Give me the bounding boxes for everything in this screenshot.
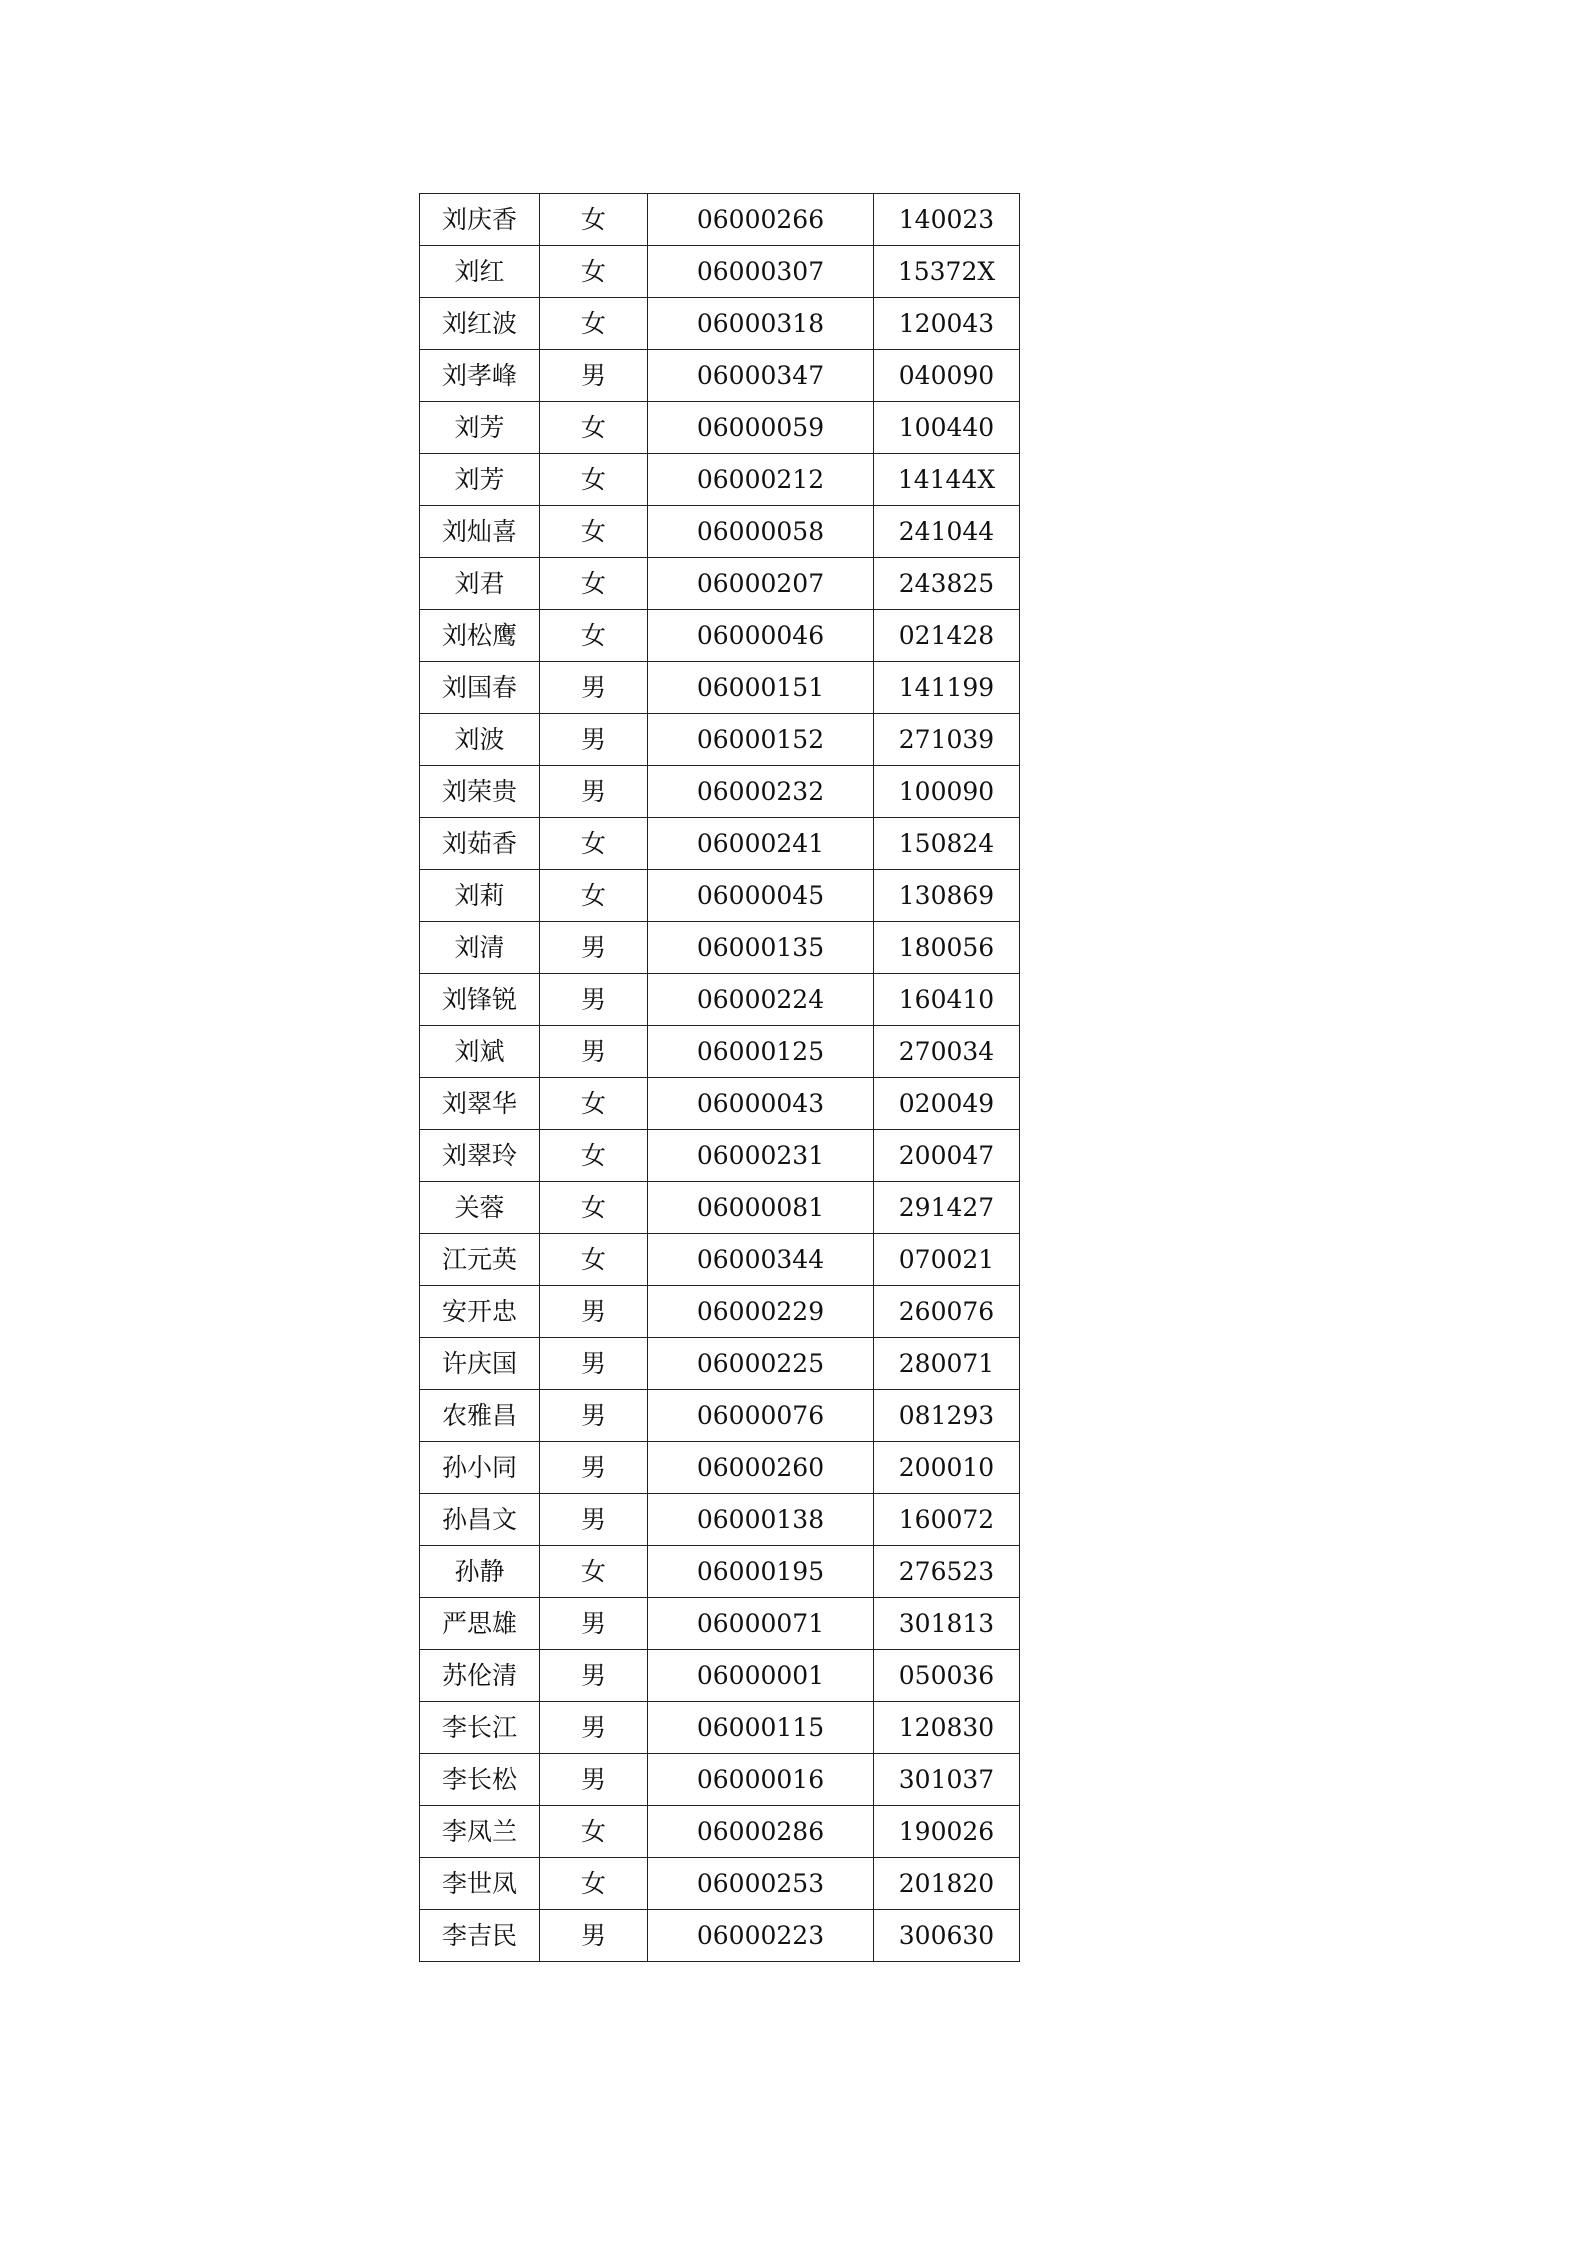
name-cell: 刘清 [420,922,540,974]
code-cell: 06000224 [648,974,874,1026]
table-row [420,298,1020,350]
id-suffix-cell: 120043 [874,298,1020,350]
id-suffix-cell: 200047 [874,1130,1020,1182]
table-row [420,1078,1020,1130]
id-suffix-cell: 020049 [874,1078,1020,1130]
gender-cell: 女 [540,246,648,298]
table-row [420,662,1020,714]
id-suffix-cell: 270034 [874,1026,1020,1078]
gender-cell: 女 [540,506,648,558]
code-cell: 06000231 [648,1130,874,1182]
name-cell: 刘翠玲 [420,1130,540,1182]
code-cell: 06000344 [648,1234,874,1286]
id-suffix-cell: 081293 [874,1390,1020,1442]
name-cell: 严思雄 [420,1598,540,1650]
gender-cell: 女 [540,870,648,922]
code-cell: 06000207 [648,558,874,610]
name-cell: 李长江 [420,1702,540,1754]
name-cell: 李凤兰 [420,1806,540,1858]
code-cell: 06000253 [648,1858,874,1910]
name-cell: 李吉民 [420,1910,540,1962]
code-cell: 06000058 [648,506,874,558]
id-suffix-cell: 243825 [874,558,1020,610]
table-row [420,714,1020,766]
id-suffix-cell: 301813 [874,1598,1020,1650]
gender-cell: 女 [540,1078,648,1130]
gender-cell: 男 [540,1910,648,1962]
name-cell: 刘庆香 [420,194,540,246]
table-row [420,1546,1020,1598]
name-cell: 刘芳 [420,402,540,454]
gender-cell: 女 [540,194,648,246]
name-cell: 孙小同 [420,1442,540,1494]
code-cell: 06000081 [648,1182,874,1234]
id-suffix-cell: 280071 [874,1338,1020,1390]
code-cell: 06000223 [648,1910,874,1962]
gender-cell: 男 [540,1754,648,1806]
code-cell: 06000043 [648,1078,874,1130]
id-suffix-cell: 271039 [874,714,1020,766]
table-row [420,1026,1020,1078]
id-suffix-cell: 130869 [874,870,1020,922]
name-cell: 刘灿喜 [420,506,540,558]
gender-cell: 男 [540,714,648,766]
code-cell: 06000125 [648,1026,874,1078]
name-cell: 刘波 [420,714,540,766]
table-row [420,454,1020,506]
id-suffix-cell: 15372X [874,246,1020,298]
gender-cell: 男 [540,1650,648,1702]
gender-cell: 男 [540,1026,648,1078]
code-cell: 06000115 [648,1702,874,1754]
gender-cell: 男 [540,1702,648,1754]
gender-cell: 男 [540,766,648,818]
gender-cell: 女 [540,1182,648,1234]
table-row [420,818,1020,870]
id-suffix-cell: 300630 [874,1910,1020,1962]
id-suffix-cell: 150824 [874,818,1020,870]
code-cell: 06000076 [648,1390,874,1442]
name-cell: 刘红波 [420,298,540,350]
id-suffix-cell: 190026 [874,1806,1020,1858]
code-cell: 06000347 [648,350,874,402]
table-row [420,1702,1020,1754]
name-cell: 刘孝峰 [420,350,540,402]
gender-cell: 男 [540,1286,648,1338]
gender-cell: 女 [540,298,648,350]
id-suffix-cell: 120830 [874,1702,1020,1754]
gender-cell: 女 [540,1130,648,1182]
table-row [420,1286,1020,1338]
table-row [420,1858,1020,1910]
name-cell: 孙昌文 [420,1494,540,1546]
code-cell: 06000071 [648,1598,874,1650]
gender-cell: 女 [540,1806,648,1858]
name-cell: 刘红 [420,246,540,298]
table-row [420,1754,1020,1806]
id-suffix-cell: 100440 [874,402,1020,454]
gender-cell: 女 [540,610,648,662]
code-cell: 06000151 [648,662,874,714]
roster-body [420,194,1020,1962]
name-cell: 刘莉 [420,870,540,922]
code-cell: 06000212 [648,454,874,506]
id-suffix-cell: 160410 [874,974,1020,1026]
code-cell: 06000225 [648,1338,874,1390]
name-cell: 刘翠华 [420,1078,540,1130]
gender-cell: 女 [540,1858,648,1910]
code-cell: 06000195 [648,1546,874,1598]
gender-cell: 女 [540,454,648,506]
table-row [420,350,1020,402]
name-cell: 农雅昌 [420,1390,540,1442]
name-cell: 李世凤 [420,1858,540,1910]
id-suffix-cell: 200010 [874,1442,1020,1494]
table-row [420,1494,1020,1546]
gender-cell: 女 [540,1234,648,1286]
gender-cell: 女 [540,402,648,454]
code-cell: 06000318 [648,298,874,350]
id-suffix-cell: 291427 [874,1182,1020,1234]
code-cell: 06000307 [648,246,874,298]
id-suffix-cell: 141199 [874,662,1020,714]
id-suffix-cell: 180056 [874,922,1020,974]
table-row [420,974,1020,1026]
id-suffix-cell: 160072 [874,1494,1020,1546]
gender-cell: 女 [540,818,648,870]
id-suffix-cell: 276523 [874,1546,1020,1598]
name-cell: 刘斌 [420,1026,540,1078]
id-suffix-cell: 021428 [874,610,1020,662]
table-row [420,1910,1020,1962]
name-cell: 刘锋锐 [420,974,540,1026]
code-cell: 06000001 [648,1650,874,1702]
name-cell: 许庆国 [420,1338,540,1390]
name-cell: 安开忠 [420,1286,540,1338]
name-cell: 刘茹香 [420,818,540,870]
id-suffix-cell: 040090 [874,350,1020,402]
name-cell: 孙静 [420,1546,540,1598]
code-cell: 06000045 [648,870,874,922]
table-row [420,1130,1020,1182]
name-cell: 刘君 [420,558,540,610]
table-row [420,1182,1020,1234]
code-cell: 06000232 [648,766,874,818]
id-suffix-cell: 050036 [874,1650,1020,1702]
id-suffix-cell: 201820 [874,1858,1020,1910]
table-row [420,1390,1020,1442]
id-suffix-cell: 100090 [874,766,1020,818]
id-suffix-cell: 14144X [874,454,1020,506]
table-row [420,558,1020,610]
name-cell: 江元英 [420,1234,540,1286]
name-cell: 刘松鹰 [420,610,540,662]
code-cell: 06000138 [648,1494,874,1546]
code-cell: 06000286 [648,1806,874,1858]
table-row [420,870,1020,922]
id-suffix-cell: 140023 [874,194,1020,246]
table-row [420,246,1020,298]
name-cell: 刘芳 [420,454,540,506]
table-row [420,1806,1020,1858]
table-row [420,506,1020,558]
table-row [420,402,1020,454]
code-cell: 06000152 [648,714,874,766]
table-row [420,1598,1020,1650]
table-row [420,922,1020,974]
code-cell: 06000266 [648,194,874,246]
gender-cell: 男 [540,1442,648,1494]
code-cell: 06000016 [648,1754,874,1806]
gender-cell: 男 [540,922,648,974]
code-cell: 06000059 [648,402,874,454]
name-cell: 李长松 [420,1754,540,1806]
code-cell: 06000260 [648,1442,874,1494]
gender-cell: 女 [540,1546,648,1598]
table-row [420,1650,1020,1702]
table-row [420,1338,1020,1390]
gender-cell: 男 [540,1390,648,1442]
name-cell: 刘国春 [420,662,540,714]
table-row [420,610,1020,662]
code-cell: 06000241 [648,818,874,870]
name-cell: 苏伦清 [420,1650,540,1702]
id-suffix-cell: 301037 [874,1754,1020,1806]
table-row [420,766,1020,818]
code-cell: 06000135 [648,922,874,974]
id-suffix-cell: 260076 [874,1286,1020,1338]
gender-cell: 男 [540,1494,648,1546]
table-row [420,1442,1020,1494]
table-row [420,1234,1020,1286]
gender-cell: 男 [540,974,648,1026]
gender-cell: 男 [540,662,648,714]
gender-cell: 男 [540,1338,648,1390]
table-row [420,194,1020,246]
gender-cell: 男 [540,1598,648,1650]
roster-table [419,193,1020,1962]
name-cell: 关蓉 [420,1182,540,1234]
name-cell: 刘荣贵 [420,766,540,818]
code-cell: 06000229 [648,1286,874,1338]
gender-cell: 男 [540,350,648,402]
id-suffix-cell: 070021 [874,1234,1020,1286]
gender-cell: 女 [540,558,648,610]
id-suffix-cell: 241044 [874,506,1020,558]
code-cell: 06000046 [648,610,874,662]
